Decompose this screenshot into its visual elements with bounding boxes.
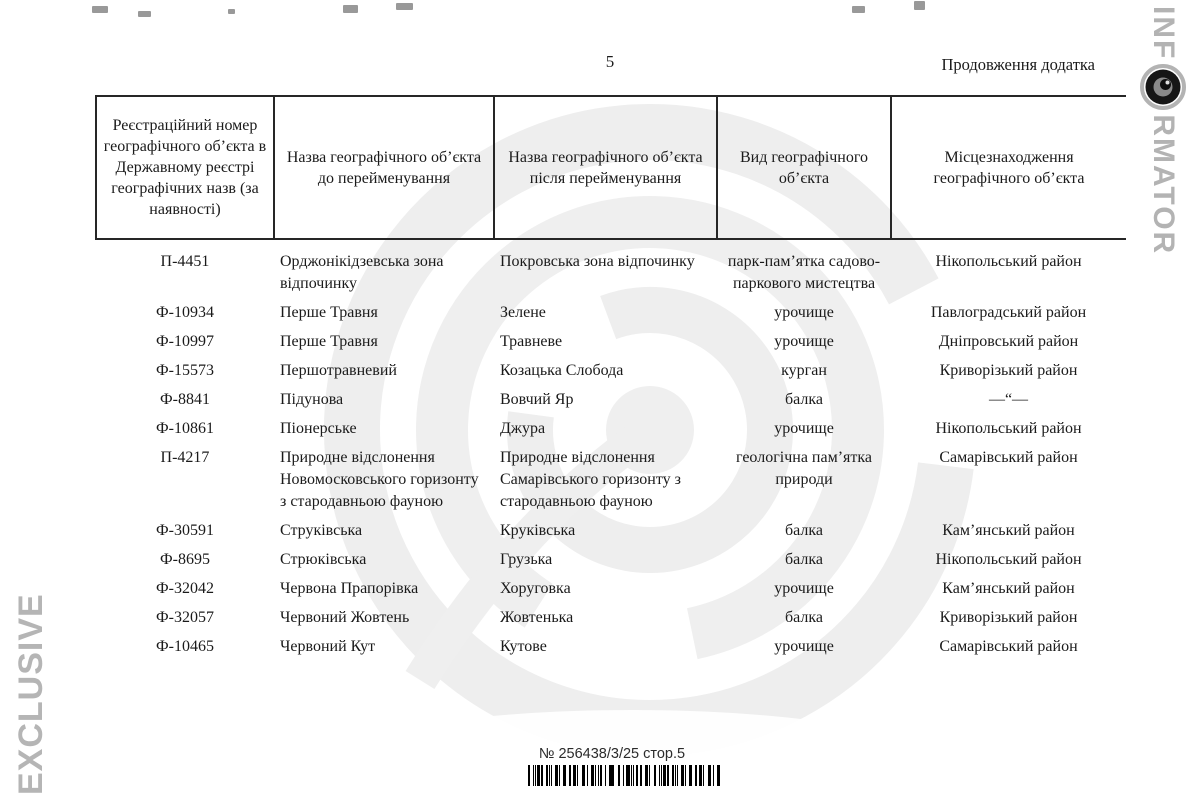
cell-type: балка <box>785 522 823 539</box>
cell-new: Зелене <box>500 304 546 321</box>
document-number: № 256438/3/25 стор.5 <box>538 746 686 762</box>
cell-type: балка <box>785 551 823 568</box>
cell-old: Червона Прапорівка <box>280 580 419 597</box>
cell-new: Жовтенька <box>500 609 574 626</box>
cell-new: Травневе <box>500 333 563 350</box>
table-row <box>96 324 1126 353</box>
cell-type: урочище <box>774 420 834 437</box>
cell-old: Струківська <box>280 522 363 539</box>
cell-old: Червоний Жовтень <box>280 609 410 626</box>
cell-reg: Ф-30591 <box>156 522 214 539</box>
cell-reg: Ф-15573 <box>156 362 214 379</box>
cell-loc: Нікопольський район <box>935 551 1082 568</box>
barcode <box>528 765 720 786</box>
cell-reg: П-4451 <box>160 253 210 270</box>
cell-reg: Ф-10465 <box>156 638 214 655</box>
cell-loc: Самарівський район <box>939 638 1078 655</box>
cell-type: урочище <box>774 638 834 655</box>
cell-loc: Кам’янський район <box>942 580 1075 597</box>
cell-new: Козацька Слобода <box>500 362 624 379</box>
table-row <box>96 295 1126 324</box>
column-header-4: Місцезнаходження географічного об’єкта <box>891 96 1126 239</box>
table-body <box>96 239 1126 658</box>
scan-artifact <box>138 11 151 17</box>
cell-reg: Ф-10934 <box>156 304 214 321</box>
column-header-0: Реєстраційний номер географічного об’єкта в Державному реєстрі географічних назв (за наявності) <box>96 96 274 239</box>
scan-artifact <box>92 6 108 13</box>
cell-type: курган <box>781 362 827 379</box>
cell-reg: П-4217 <box>160 449 210 466</box>
cell-loc: Павлоградський район <box>930 304 1087 321</box>
cell-new: Круківська <box>500 522 576 539</box>
informator-watermark-part2: RMATOR <box>1147 114 1180 256</box>
table-row <box>96 542 1126 571</box>
camera-lens-icon <box>1140 64 1186 110</box>
cell-reg: Ф-10861 <box>156 420 214 437</box>
scan-artifact <box>228 9 235 14</box>
cell-old: Підунова <box>280 391 344 408</box>
exclusive-watermark: EXCLUSIVE <box>12 593 50 795</box>
cell-new: Грузька <box>500 551 553 568</box>
cell-old: Перше Травня <box>280 304 378 321</box>
cell-loc: Нікопольський район <box>935 253 1082 270</box>
scan-artifact <box>852 6 865 13</box>
cell-reg: Ф-8841 <box>160 391 210 408</box>
cell-loc: —“— <box>988 391 1029 408</box>
cell-reg: Ф-32042 <box>156 580 214 597</box>
column-header-3: Вид географічного об’єкта <box>717 96 891 239</box>
cell-loc: Кам’янський район <box>942 522 1075 539</box>
cell-old: Піонерське <box>280 420 357 437</box>
informator-watermark-part1: INF <box>1147 6 1180 61</box>
cell-type: урочище <box>774 333 834 350</box>
cell-type: балка <box>785 391 823 408</box>
cell-loc: Криворізький район <box>939 609 1078 626</box>
page-number: 5 <box>605 52 615 71</box>
scan-artifact <box>914 1 925 10</box>
cell-new: Вовчий Яр <box>500 391 574 408</box>
cell-old: Орджонікідзевська зона відпочинку <box>280 253 444 292</box>
cell-old: Природне відслонення Новомосковського горизонту з стародавньою фауною <box>280 449 479 510</box>
informator-watermark <box>1140 6 1186 256</box>
cell-type: парк-пам’ятка садово-паркового мистецтва <box>727 253 881 292</box>
geo-objects-table <box>95 95 1126 658</box>
cell-old: Першотравневий <box>280 362 397 379</box>
table-row <box>96 353 1126 382</box>
cell-new: Джура <box>500 420 546 437</box>
table-row <box>96 239 1126 295</box>
appendix-continuation-label: Продовження додатка <box>941 55 1095 74</box>
cell-new: Хоруговка <box>500 580 571 597</box>
table-row <box>96 571 1126 600</box>
cell-type: урочище <box>774 304 834 321</box>
cell-reg: Ф-10997 <box>156 333 214 350</box>
table-header-row <box>96 96 1126 239</box>
cell-reg: Ф-8695 <box>160 551 210 568</box>
cell-type: балка <box>785 609 823 626</box>
table-row <box>96 440 1126 513</box>
column-header-2: Назва географічного об’єкта після перейменування <box>494 96 717 239</box>
table-row <box>96 600 1126 629</box>
table-row <box>96 411 1126 440</box>
cell-old: Перше Травня <box>280 333 378 350</box>
cell-loc: Нікопольський район <box>935 420 1082 437</box>
cell-old: Стрюківська <box>280 551 367 568</box>
cell-new: Природне відслонення Самарівського горизонту з стародавньою фауною <box>500 449 681 510</box>
cell-type: геологічна пам’ятка природи <box>735 449 873 488</box>
table-row <box>96 629 1126 658</box>
cell-loc: Криворізький район <box>939 362 1078 379</box>
scan-artifact <box>396 3 413 10</box>
table-row <box>96 513 1126 542</box>
cell-reg: Ф-32057 <box>156 609 214 626</box>
cell-new: Кутове <box>500 638 547 655</box>
column-header-1: Назва географічного об’єкта до перейменування <box>274 96 494 239</box>
cell-old: Червоний Кут <box>280 638 376 655</box>
cell-loc: Дніпровський район <box>938 333 1079 350</box>
cell-new: Покровська зона відпочинку <box>500 253 695 270</box>
table-row <box>96 382 1126 411</box>
cell-type: урочище <box>774 580 834 597</box>
cell-loc: Самарівський район <box>939 449 1078 466</box>
scan-artifact <box>343 5 358 13</box>
